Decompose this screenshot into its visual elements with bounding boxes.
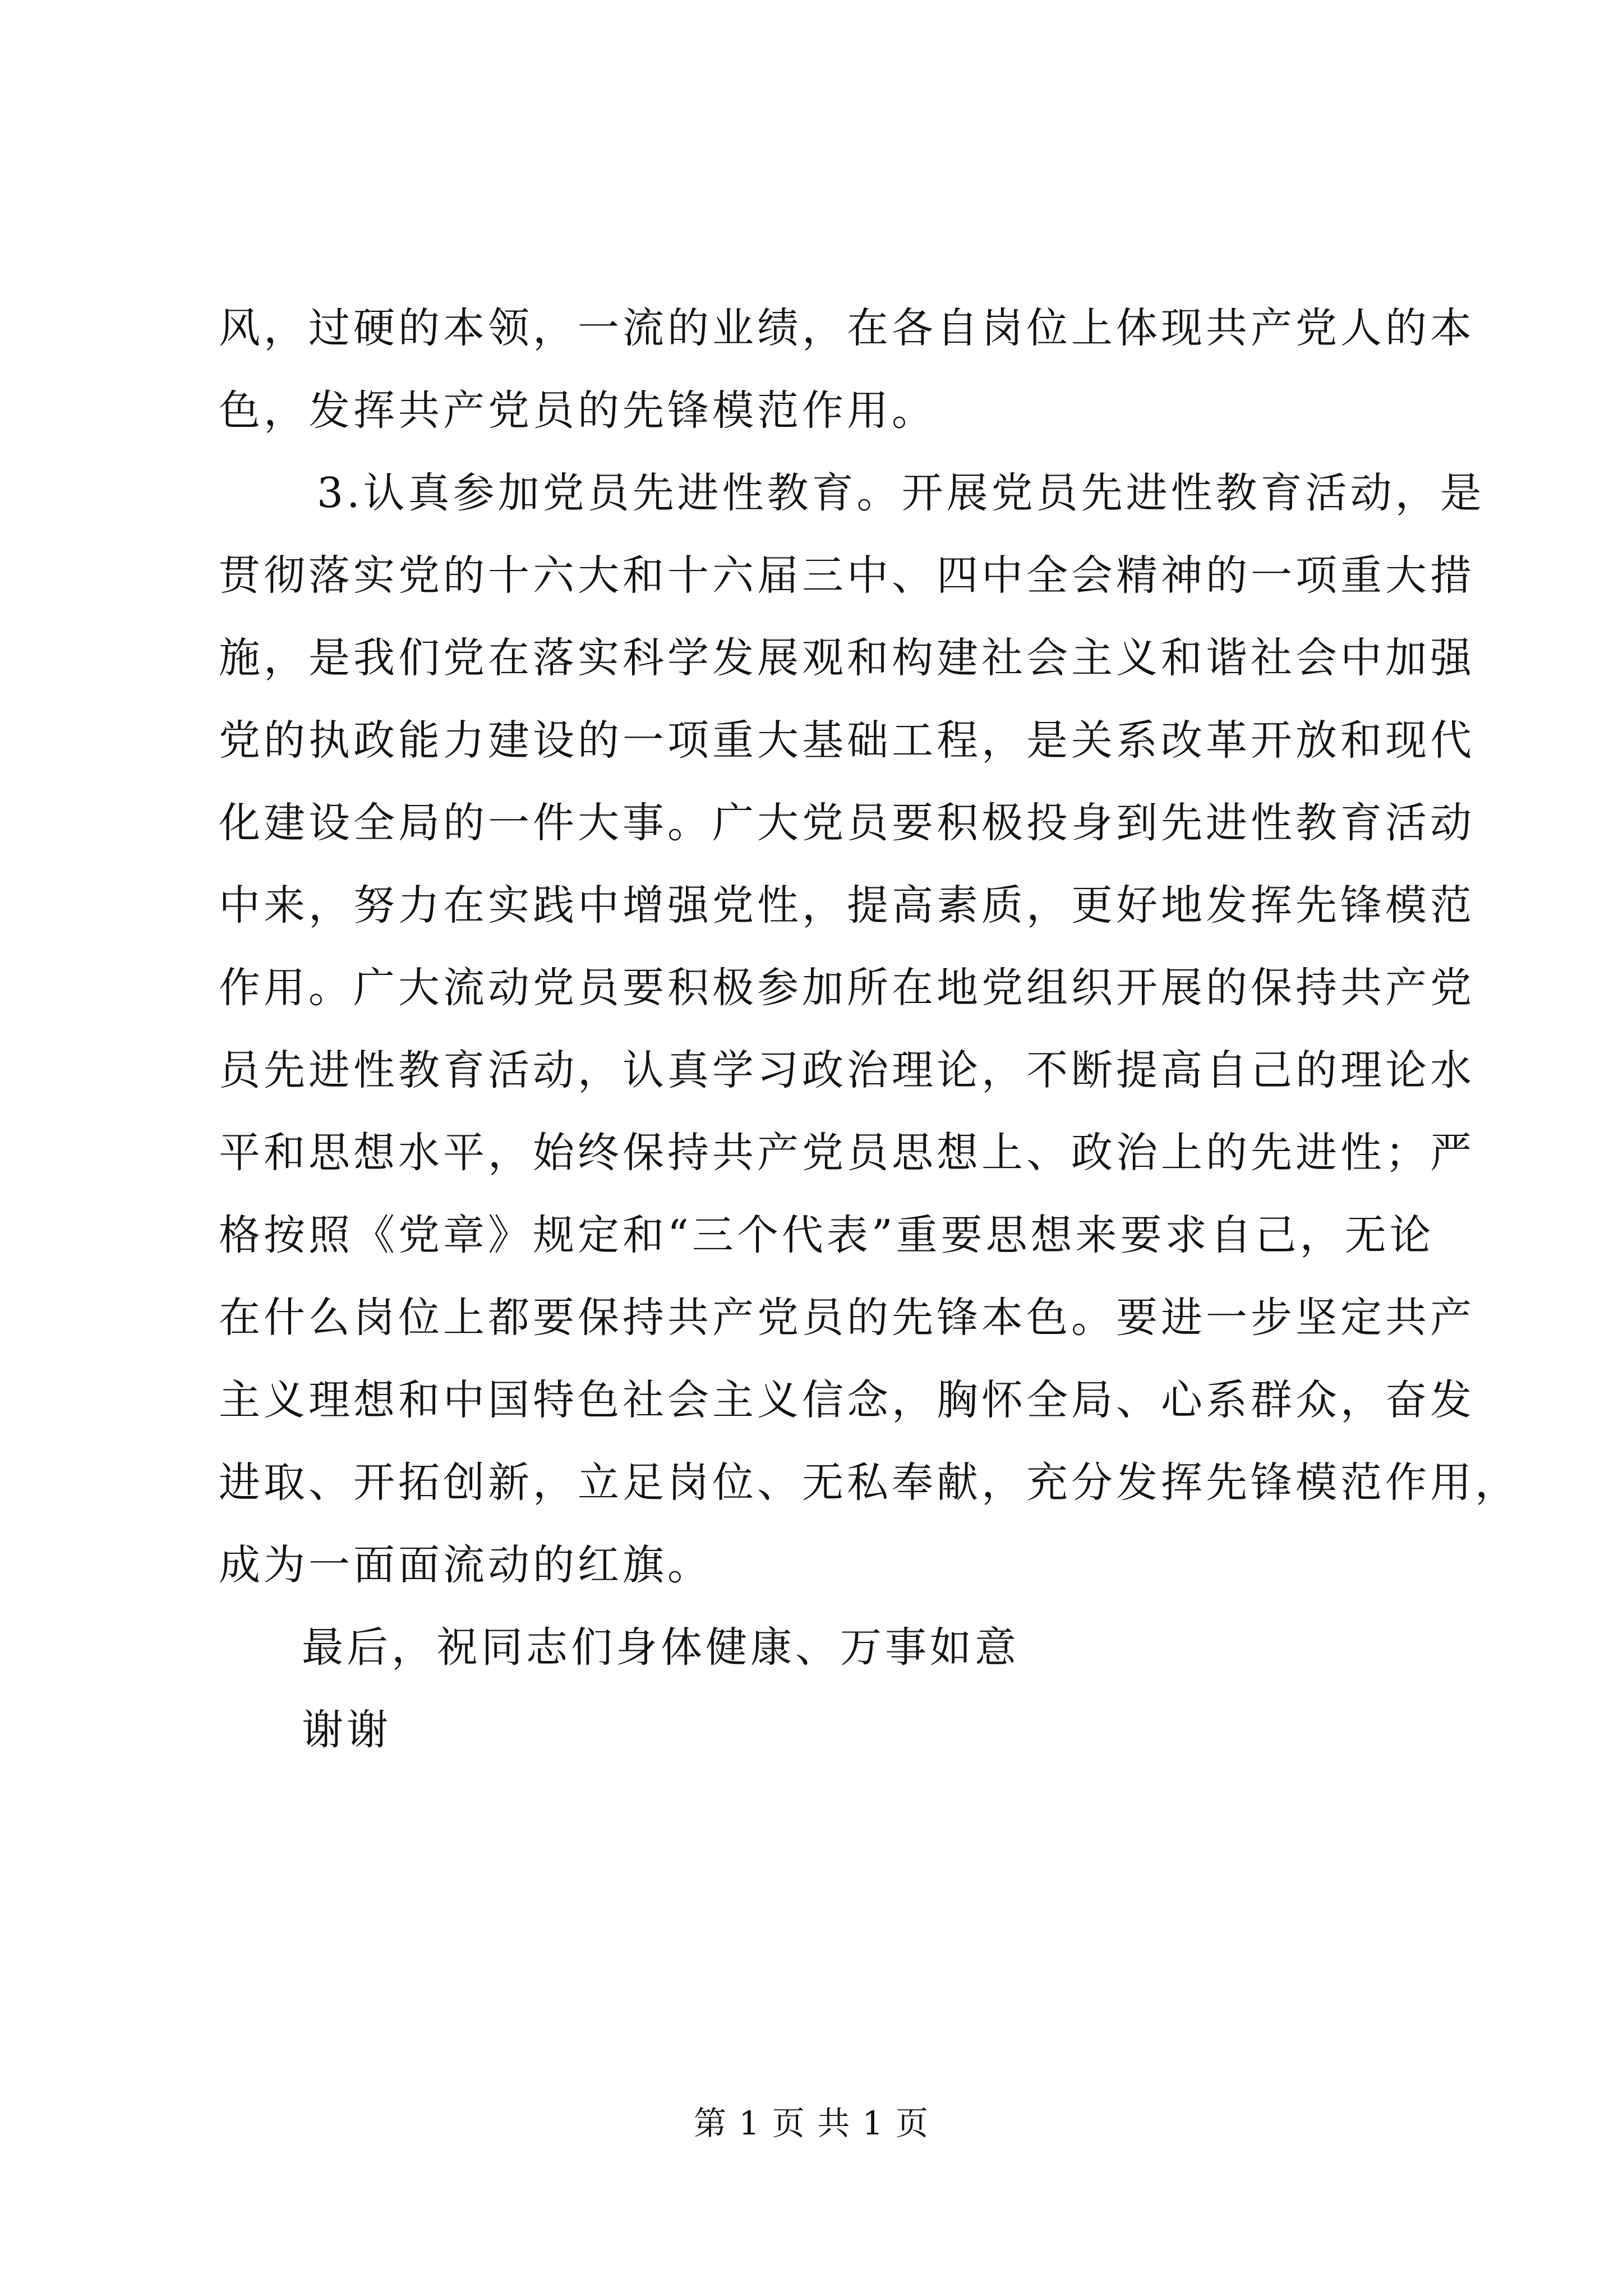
text-line: 员先进性教育活动，认真学习政治理论，不断提高自己的理论水 [219, 1046, 1475, 1094]
thanks-line: 谢谢 [302, 1706, 391, 1754]
text-line: 风，过硬的本领，一流的业绩，在各自岗位上体现共产党人的本 [219, 304, 1475, 352]
text-line: 施，是我们党在落实科学发展观和构建社会主义和谐社会中加强 [219, 634, 1475, 682]
text-line: 中来，努力在实践中增强党性，提高素质，更好地发挥先锋模范 [219, 881, 1475, 930]
page-footer: 第 1 页 共 1 页 [694, 2104, 929, 2142]
text-line: 贯彻落实党的十六大和十六届三中、四中全会精神的一项重大措 [219, 551, 1475, 600]
text-line: 党的执政能力建设的一项重大基础工程，是关系改革开放和现代 [219, 716, 1475, 765]
document-body [219, 287, 1520, 1772]
text-line: 平和思想水平，始终保持共产党员思想上、政治上的先进性；严 [219, 1129, 1475, 1177]
text-line: 格按照《党章》规定和“三个代表”重要思想来要求自己，无论 [219, 1211, 1435, 1259]
text-line: 主义理想和中国特色社会主义信念，胸怀全局、心系群众，奋发 [219, 1376, 1475, 1424]
text-line: 色，发挥共产党员的先锋模范作用。 [219, 386, 937, 435]
text-line: 成为一面面流动的红旗。 [219, 1541, 712, 1589]
closing-line: 最后，祝同志们身体健康、万事如意 [302, 1623, 1020, 1672]
text-line: 在什么岗位上都要保持共产党员的先锋本色。要进一步坚定共产 [219, 1294, 1475, 1342]
text-line: 进取、开拓创新，立足岗位、无私奉献，充分发挥先锋模范作用， [219, 1458, 1520, 1507]
text-line: 作用。广大流动党员要积极参加所在地党组织开展的保持共产党 [219, 964, 1475, 1012]
paragraph-continuation [219, 287, 1475, 452]
text-line: 化建设全局的一件大事。广大党员要积极投身到先进性教育活动 [219, 799, 1475, 847]
paragraph-3 [219, 452, 1520, 1607]
text-line: 3.认真参加党员先进性教育。开展党员先进性教育活动，是 [317, 469, 1485, 517]
